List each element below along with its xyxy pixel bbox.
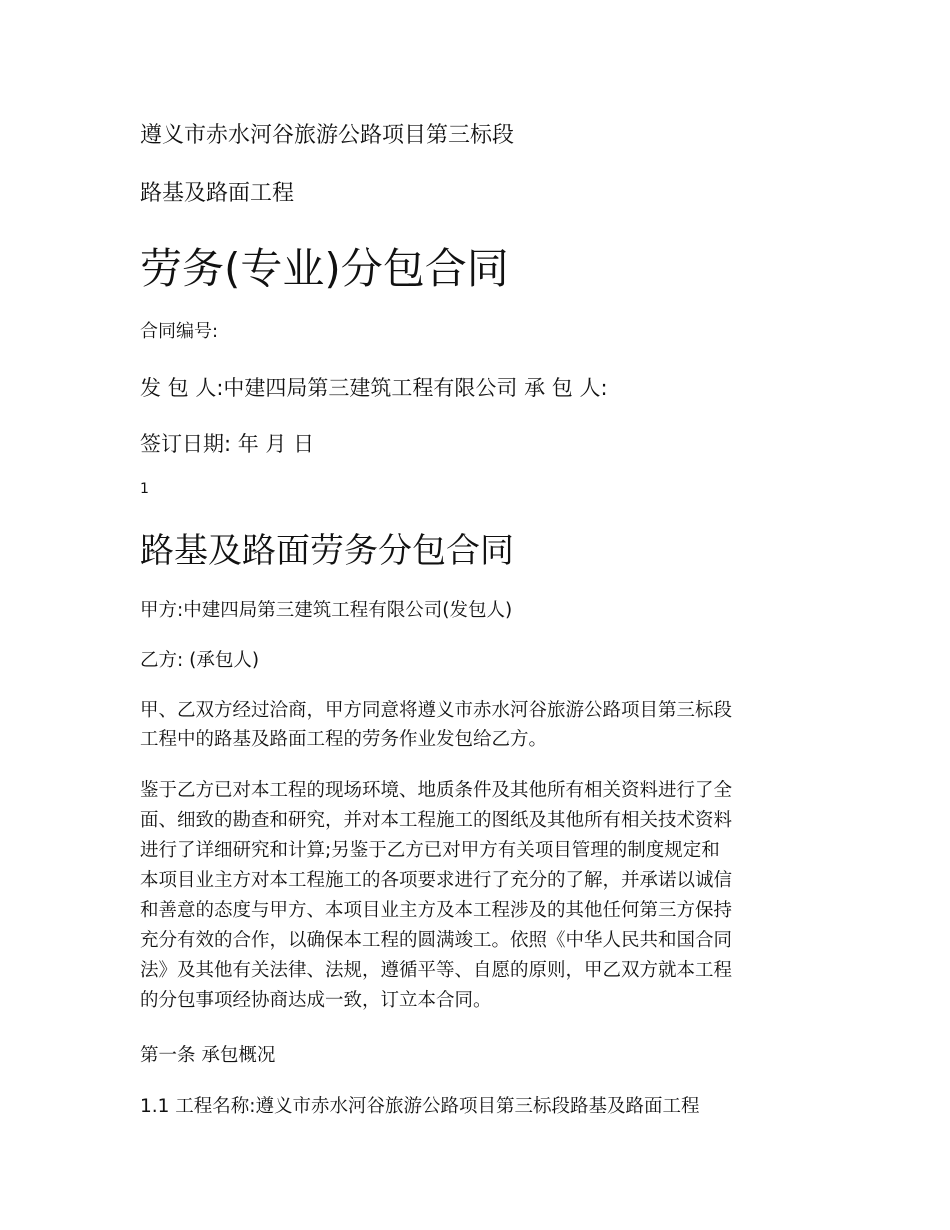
intro-line-1: 甲、乙双方经过洽商，甲方同意将遵义市赤水河谷旅游公路项目第三标段 xyxy=(140,700,733,721)
recital-line-5: 和善意的态度与甲方、本项目业主方及本工程涉及的其他任何第三方保持 xyxy=(140,900,733,921)
item-1-1: 1.1 工程名称:遵义市赤水河谷旅游公路项目第三标段路基及路面工程 xyxy=(140,1096,700,1117)
cover-title-line2: 路基及路面工程 xyxy=(140,181,295,206)
contract-heading: 路基及路面劳务分包合同 xyxy=(140,531,514,571)
recital-line-6: 充分有效的合作，以确保本工程的圆满竣工。依照《中华人民共和国合同 xyxy=(140,930,733,951)
recital-line-1: 鉴于乙方已对本工程的现场环境、地质条件及其他所有相关资料进行了全 xyxy=(140,780,733,801)
sign-date-line: 签订日期: 年 月 日 xyxy=(140,432,315,456)
recital-line-7: 法》及其他有关法律、法规，遵循平等、自愿的原则，甲乙双方就本工程 xyxy=(140,960,733,981)
recital-line-4: 本项目业主方对本工程施工的各项要求进行了充分的了解，并承诺以诚信 xyxy=(140,870,733,891)
recital-line-2: 面、细致的勘查和研究，并对本工程施工的图纸及其他所有相关技术资料 xyxy=(140,810,733,831)
intro-line-2: 工程中的路基及路面工程的劳务作业发包给乙方。 xyxy=(140,729,548,750)
contract-number-label: 合同编号: xyxy=(140,321,219,342)
article-1-title: 第一条 承包概况 xyxy=(140,1045,276,1066)
party-b-line: 乙方: (承包人) xyxy=(140,650,260,671)
cover-title-line1: 遵义市赤水河谷旅游公路项目第三标段 xyxy=(140,123,515,148)
recital-line-8: 的分包事项经协商达成一致，订立本合同。 xyxy=(140,990,492,1011)
party-a-line: 甲方:中建四局第三建筑工程有限公司(发包人) xyxy=(140,600,513,621)
parties-line: 发 包 人:中建四局第三建筑工程有限公司 承 包 人: xyxy=(140,376,608,400)
page-number: 1 xyxy=(140,481,149,497)
cover-main-title: 劳务(专业)分包合同 xyxy=(140,244,509,293)
recital-line-3: 进行了详细研究和计算;另鉴于乙方已对甲方有关项目管理的制度规定和 xyxy=(140,840,720,861)
